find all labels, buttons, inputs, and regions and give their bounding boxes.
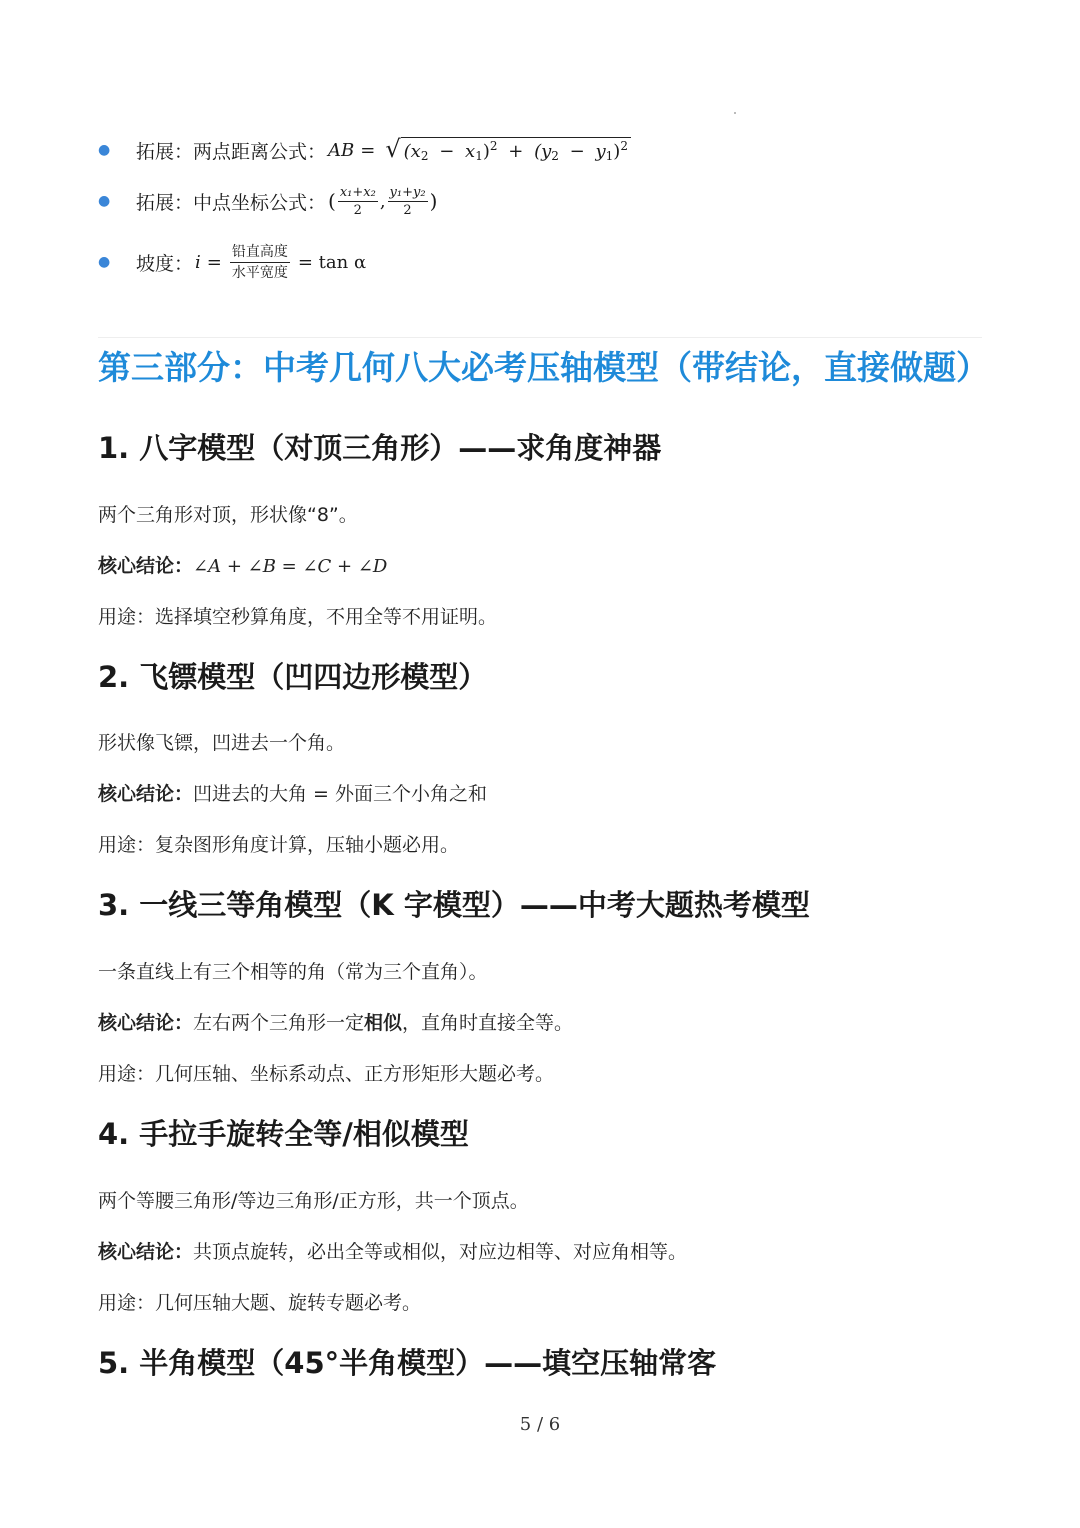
midpoint-formula: ( $\frac{\text{x₁+x₂}}{2}$ , $\frac{\text{y₁+y₂}}{2}$ ) <box>328 184 438 218</box>
sqrt-icon: √ <box>385 135 401 163</box>
conclusion-label: 核心结论： <box>98 1241 194 1263</box>
conclusion-text: 凹进去的大角 = 外面三个小角之和 <box>193 783 488 805</box>
bullet-dot-icon: ● <box>98 254 111 270</box>
section-usage: 用途：复杂图形角度计算，压轴小题必用。 <box>98 834 460 856</box>
bullet-midpoint-formula <box>98 181 437 221</box>
section-conclusion <box>98 779 487 809</box>
fraction: $\frac{\text{y₁+y₂}}{2}$ <box>389 184 426 218</box>
conclusion-emphasis: 相似 <box>364 1012 403 1034</box>
section-usage: 用途：几何压轴大题、旋转专题必考。 <box>98 1292 422 1314</box>
conclusion-text: 共顶点旋转，必出全等或相似，对应边相等、对应角相等。 <box>193 1241 688 1263</box>
fraction: $\frac{\text{x₁+x₂}}{2}$ <box>339 184 376 218</box>
section-description: 形状像飞镖，凹进去一个角。 <box>98 732 346 754</box>
sqrt-expression: √ $(x_2 - x_1)^2 + (y_2 - y_1)^2$ <box>385 137 631 163</box>
section-heading: 2. 飞镖模型（凹四边形模型） <box>98 660 488 694</box>
section-heading: 1. 八字模型（对顶三角形）——求角度神器 <box>98 431 662 465</box>
part-title: 第三部分：中考几何八大必考压轴模型（带结论，直接做题） <box>98 348 989 387</box>
bullet-slope-formula <box>98 240 366 284</box>
section-description: 一条直线上有三个相等的角（常为三个直角）。 <box>98 961 488 983</box>
section-usage: 用途：几何压轴、坐标系动点、正方形矩形大题必考。 <box>98 1063 555 1085</box>
section-conclusion <box>98 1237 687 1267</box>
section-description: 两个三角形对顶，形状像“8”。 <box>98 504 358 526</box>
bullet-distance-formula <box>98 130 631 170</box>
slope-formula: i = $\frac{\text{铅直高度}}{\text{水平宽度}}$ = tan α <box>195 243 367 281</box>
bullet-label: 拓展：中点坐标公式： <box>136 191 327 214</box>
section-divider <box>98 337 982 338</box>
conclusion-formula: ∠A + ∠B = ∠C + ∠D <box>193 556 388 577</box>
conclusion-label: 核心结论： <box>98 1012 194 1034</box>
section-heading: 4. 手拉手旋转全等/相似模型 <box>98 1117 469 1151</box>
section-description: 两个等腰三角形/等边三角形/正方形，共一个顶点。 <box>98 1190 529 1212</box>
stray-dot <box>734 112 736 114</box>
distance-formula: AB = √ $(x_2 - x_1)^2 + (y_2 - y_1)^2$ <box>328 137 631 163</box>
page-number: 5 / 6 <box>519 1414 561 1435</box>
bullet-label: 拓展：两点距离公式： <box>136 140 327 163</box>
fraction: $\frac{\text{铅直高度}}{\text{水平宽度}}$ <box>231 243 288 281</box>
section-conclusion: 核心结论：左右两个三角形一定相似，直角时直接全等。 <box>98 1012 574 1034</box>
conclusion-label: 核心结论： <box>98 555 194 577</box>
bullet-label: 坡度： <box>136 252 194 275</box>
section-heading: 5. 半角模型（45°半角模型）——填空压轴常客 <box>98 1346 717 1380</box>
section-heading: 3. 一线三等角模型（K 字模型）——中考大题热考模型 <box>98 888 810 922</box>
bullet-dot-icon: ● <box>98 193 111 209</box>
section-usage: 用途：选择填空秒算角度，不用全等不用证明。 <box>98 606 498 628</box>
section-conclusion <box>98 551 387 582</box>
conclusion-label: 核心结论： <box>98 783 194 805</box>
bullet-dot-icon: ● <box>98 142 111 158</box>
